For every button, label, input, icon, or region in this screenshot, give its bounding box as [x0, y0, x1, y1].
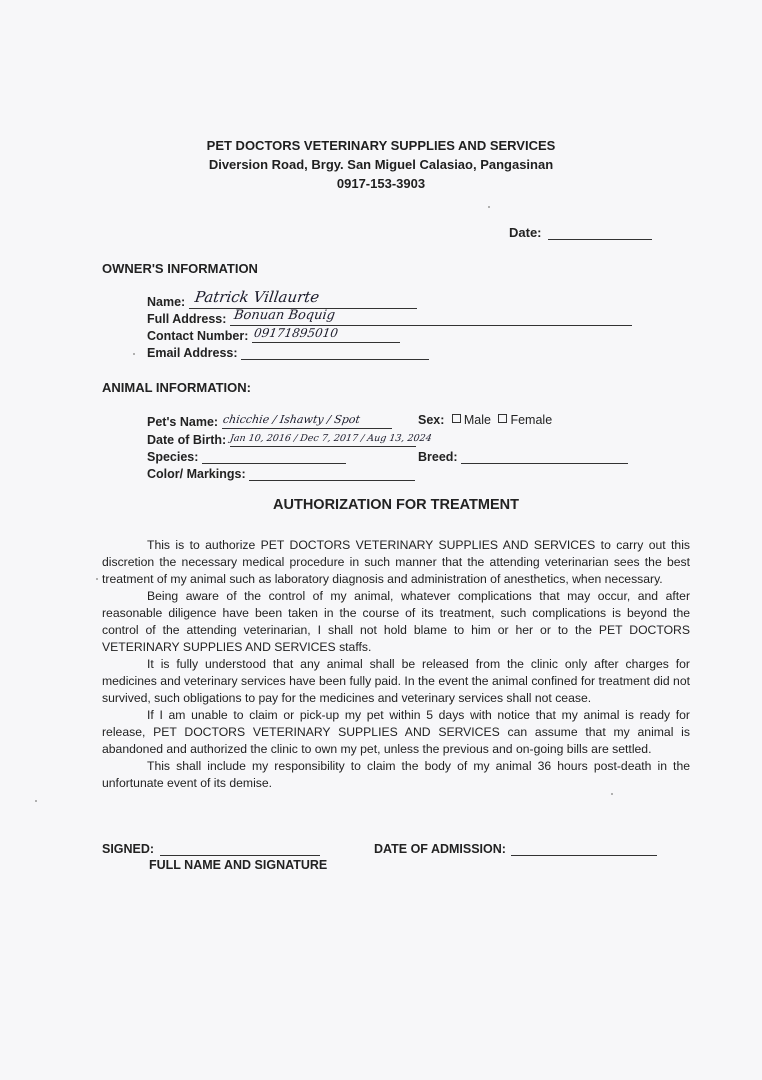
breed-label: Breed: [418, 450, 458, 464]
owner-name-blank [189, 288, 417, 309]
authorization-paragraph: If I am unable to claim or pick-up my pet within 5 days with notice that my animal is ready for release, PET DOCTORS VETERINARY SUPPLIES AND SERVICES can assume that my animal is abandoned and authorized the clinic to own my pet, unless the previous and on-going bills are settled. [102, 708, 690, 756]
owner-name-label: Name: [147, 295, 186, 309]
species-blank [202, 448, 346, 464]
scan-speck [96, 578, 98, 580]
species-field [147, 448, 346, 465]
breed-field [418, 448, 628, 465]
female-option-label: Female [510, 413, 553, 427]
authorization-paragraph: Being aware of the control of my animal, whatever complications that may occur, and after reasonable diligence have been taken in the course of its treatment, such complications is beyond the control of the attending veterinarian, I shall not hold blame to him or her or to the PET DOCTORS VETERINARY SUPPLIES AND SERVICES staffs. [102, 589, 690, 654]
authorization-paragraph: It is fully understood that any animal shall be released from the clinic only after charges for medicines and veterinary services have been fully paid. In the event the animal confined for treatment did not survived, such obligations to pay for the medicines and veterinary services shall not cease. [102, 657, 690, 705]
pet-name-field [147, 413, 392, 430]
authorization-body [102, 537, 690, 792]
signed-label: SIGNED: [102, 842, 155, 856]
dob-field [147, 431, 433, 448]
owner-address-field [147, 310, 632, 327]
admission-date-field [374, 841, 657, 856]
animal-section-title: ANIMAL INFORMATION: [102, 380, 251, 395]
date-field [509, 225, 652, 240]
pet-name-value: chicchie / Ishawty / Spot [221, 413, 361, 426]
admission-date-blank [511, 841, 657, 856]
owner-contact-field [147, 327, 400, 344]
dob-value: Jan 10, 2016 / Dec 7, 2017 / Aug 13, 2024 [228, 433, 433, 444]
company-address: Diversion Road, Brgy. San Miguel Calasiao, Pangasinan [208, 157, 554, 172]
full-name-signature-label: FULL NAME AND SIGNATURE [149, 858, 328, 872]
signature-blank [160, 841, 320, 856]
owner-email-label: Email Address: [147, 346, 238, 360]
species-label: Species: [147, 450, 199, 464]
female-checkbox[interactable] [498, 414, 507, 423]
sex-field [418, 413, 552, 430]
owner-section-title: OWNER'S INFORMATION [102, 261, 258, 276]
dob-blank [228, 431, 433, 447]
signed-field [102, 841, 320, 856]
owner-contact-value: 09171895010 [252, 326, 339, 340]
company-name: PET DOCTORS VETERINARY SUPPLIES AND SERVICES [206, 138, 556, 153]
owner-address-value: Bonuan Boquig [232, 308, 336, 323]
scan-speck [611, 793, 613, 795]
date-label: Date: [509, 225, 542, 240]
male-option-label: Male [463, 413, 491, 427]
owner-contact-label: Contact Number: [147, 329, 249, 343]
dob-label: Date of Birth: [147, 433, 227, 447]
scan-speck [133, 353, 135, 355]
color-field [147, 465, 415, 482]
owner-name-value: Patrick Villaurte [193, 288, 321, 306]
authorization-paragraph: This is to authorize PET DOCTORS VETERINARY SUPPLIES AND SERVICES to carry out this discretion the necessary medical procedure in such manner that the attending veterinarian sees the best treatment of my animal such as laboratory diagnosis and administration of anesthetics, when necessary. [102, 538, 690, 586]
admission-date-label: DATE OF ADMISSION: [374, 842, 506, 856]
owner-email-field [147, 344, 429, 361]
company-phone: 0917-153-3903 [336, 176, 426, 191]
authorization-paragraph: This shall include my responsibility to claim the body of my animal 36 hours post-death in the unfortunate event of its demise. [102, 759, 690, 790]
owner-address-label: Full Address: [147, 312, 227, 326]
scan-speck [488, 206, 490, 208]
date-blank [548, 225, 652, 240]
owner-email-blank [241, 344, 429, 360]
color-label: Color/ Markings: [147, 467, 246, 481]
pet-name-label: Pet's Name: [147, 415, 219, 429]
male-checkbox[interactable] [452, 414, 461, 423]
color-blank [249, 465, 415, 481]
owner-contact-blank [252, 327, 400, 343]
scan-speck [35, 800, 37, 802]
form-header [0, 136, 762, 193]
breed-blank [461, 448, 628, 464]
sex-label: Sex: [418, 413, 445, 427]
owner-address-blank [230, 310, 632, 326]
pet-name-blank [222, 413, 392, 429]
authorization-title: AUTHORIZATION FOR TREATMENT [273, 497, 519, 513]
